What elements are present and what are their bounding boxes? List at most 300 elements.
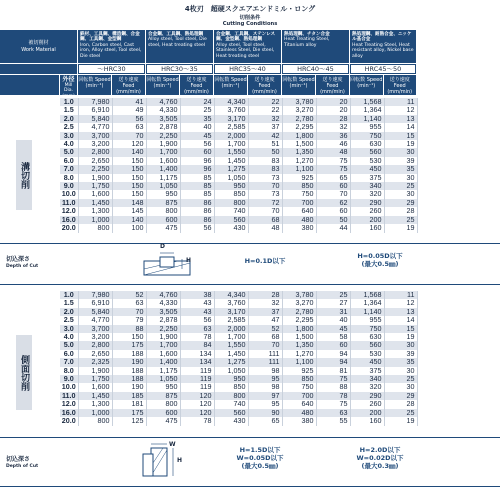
speed-cell: 7,980 bbox=[78, 291, 112, 299]
feed-cell: 43 bbox=[180, 299, 214, 307]
header-spacer-2 bbox=[0, 75, 59, 95]
feed-cell: 100 bbox=[112, 224, 146, 232]
speed-cell: 1,600 bbox=[146, 350, 180, 358]
speed-cell: 380 bbox=[282, 224, 316, 232]
feed-cell: 90 bbox=[248, 409, 282, 417]
material-jp: 熱処理鋼、チタン合金 bbox=[284, 32, 330, 37]
speed-cell: 1,275 bbox=[214, 358, 248, 366]
speed-cell: 1,175 bbox=[146, 174, 180, 182]
feed-cell: 120 bbox=[180, 409, 214, 417]
speed-cell: 1,500 bbox=[282, 140, 316, 148]
speed-cell: 1,140 bbox=[350, 115, 384, 123]
speed-cell: 800 bbox=[214, 199, 248, 207]
speed-cell: 4,760 bbox=[146, 98, 180, 106]
material-header-3 bbox=[214, 30, 281, 63]
feed-cell: 111 bbox=[248, 358, 282, 366]
speed-cell: 2,878 bbox=[146, 316, 180, 324]
feed-cell: 81 bbox=[316, 367, 350, 375]
speed-cell: 2,295 bbox=[282, 123, 316, 131]
speed-cell: 740 bbox=[214, 400, 248, 408]
mill-dia-cell: 20.0 bbox=[60, 417, 78, 425]
feed-cell: 150 bbox=[112, 165, 146, 173]
dia-label bbox=[60, 75, 77, 99]
feed-cell: 56 bbox=[180, 224, 214, 232]
speed-cell: 530 bbox=[350, 350, 384, 358]
speed-cell: 1,900 bbox=[78, 174, 112, 182]
speed-cell: 340 bbox=[350, 375, 384, 383]
speed-cell: 875 bbox=[146, 392, 180, 400]
feed-cell: 37 bbox=[248, 308, 282, 316]
speed-cell: 1,364 bbox=[350, 299, 384, 307]
feed-cell: 56 bbox=[180, 316, 214, 324]
speed-cell: 1,750 bbox=[78, 182, 112, 190]
feed-cell: 38 bbox=[180, 291, 214, 299]
table-row bbox=[60, 106, 417, 114]
feed-cell: 85 bbox=[180, 190, 214, 198]
material-en: Alloy steel, Tool steel, Stainless Steel, Die steel, Heat treating steel bbox=[216, 42, 275, 59]
speed-cell: 160 bbox=[350, 417, 384, 425]
material-header-2 bbox=[146, 30, 213, 63]
speed-cell: 1,270 bbox=[282, 157, 316, 165]
speed-cell: 3,270 bbox=[282, 299, 316, 307]
mill-dia-cell: 1.5 bbox=[60, 299, 78, 307]
speed-cell: 4,340 bbox=[214, 291, 248, 299]
speed-cell: 800 bbox=[78, 417, 112, 425]
table-row bbox=[60, 358, 417, 366]
feed-cell: 96 bbox=[180, 165, 214, 173]
mill-dia-cell: 11.0 bbox=[60, 199, 78, 207]
feed-cell: 94 bbox=[316, 350, 350, 358]
feed-cell: 119 bbox=[180, 383, 214, 391]
feed-cell: 13 bbox=[384, 308, 417, 316]
work-material-jp: 被切削材 bbox=[28, 40, 49, 46]
speed-cell: 1,450 bbox=[214, 157, 248, 165]
table-row bbox=[60, 216, 417, 224]
speed-cell: 560 bbox=[350, 341, 384, 349]
speed-cell: 630 bbox=[350, 140, 384, 148]
feed-cell: 190 bbox=[112, 383, 146, 391]
speed-cell: 750 bbox=[282, 383, 316, 391]
material-en: Iron, Carbon steel, Cast iron, Alloy steel, Tool steel, Die steel bbox=[80, 42, 142, 59]
side-depth-diagram bbox=[135, 440, 195, 484]
feed-cell: 78 bbox=[180, 333, 214, 341]
feed-cell: 12 bbox=[384, 106, 417, 114]
mill-dia-cell: 20.0 bbox=[60, 224, 78, 232]
speed-cell: 1,275 bbox=[214, 165, 248, 173]
feed-cell: 51 bbox=[248, 140, 282, 148]
mill-dia-cell: 2.5 bbox=[60, 316, 78, 324]
mill-dia-cell: 16.0 bbox=[60, 409, 78, 417]
speed-cell: 2,000 bbox=[214, 132, 248, 140]
groove-depth-diagram bbox=[138, 247, 198, 281]
speed-cell: 1,050 bbox=[146, 375, 180, 383]
table-row bbox=[60, 199, 417, 207]
speed-cell: 800 bbox=[78, 224, 112, 232]
feed-cell: 11 bbox=[384, 98, 417, 106]
table-row bbox=[60, 400, 417, 408]
speed-cell: 1,050 bbox=[214, 367, 248, 375]
feed-cell: 150 bbox=[112, 182, 146, 190]
speed-cell: 3,200 bbox=[78, 333, 112, 341]
feed-cell: 19 bbox=[384, 333, 417, 341]
side-note-2c: (最大0.3㎜) bbox=[361, 462, 399, 470]
speed-cell: 1,500 bbox=[282, 333, 316, 341]
feed-cell: 35 bbox=[384, 165, 417, 173]
feed-cell: 32 bbox=[316, 123, 350, 131]
feed-cell: 25 bbox=[384, 409, 417, 417]
feed-cell: 150 bbox=[112, 333, 146, 341]
speed-cell: 1,800 bbox=[282, 325, 316, 333]
speed-header-2: 回転数 Speed (min⁻¹) bbox=[146, 75, 179, 95]
speed-cell: 2,800 bbox=[78, 148, 112, 156]
feed-cell: 19 bbox=[384, 417, 417, 425]
speed-cell: 7,980 bbox=[78, 98, 112, 106]
mill-dia-cell: 5.0 bbox=[60, 341, 78, 349]
feed-cell: 48 bbox=[316, 148, 350, 156]
feed-cell: 60 bbox=[316, 207, 350, 215]
feed-cell: 60 bbox=[180, 148, 214, 156]
feed-cell: 40 bbox=[180, 123, 214, 131]
groove-depth-en: Depth of Cut bbox=[6, 264, 39, 269]
table-row bbox=[60, 409, 417, 417]
groove-depth-label bbox=[6, 256, 38, 270]
speed-cell: 1,800 bbox=[282, 132, 316, 140]
feed-cell: 140 bbox=[112, 216, 146, 224]
speed-cell: 800 bbox=[214, 392, 248, 400]
side-depth-area bbox=[0, 437, 500, 487]
feed-cell: 30 bbox=[384, 190, 417, 198]
speed-cell: 4,760 bbox=[146, 291, 180, 299]
table-row bbox=[60, 140, 417, 148]
groove-note-1: H=0.1D以下 bbox=[244, 257, 286, 265]
speed-cell: 4,330 bbox=[146, 299, 180, 307]
mill-dia-cell: 16.0 bbox=[60, 216, 78, 224]
feed-cell: 43 bbox=[180, 308, 214, 316]
feed-cell: 25 bbox=[384, 182, 417, 190]
speed-cell: 2,650 bbox=[78, 350, 112, 358]
material-header-4 bbox=[282, 30, 349, 63]
speed-cell: 1,364 bbox=[350, 106, 384, 114]
hrc-range-4: HRC40～45 bbox=[282, 64, 349, 74]
speed-cell: 3,505 bbox=[146, 308, 180, 316]
feed-cell: 28 bbox=[248, 291, 282, 299]
speed-cell: 2,650 bbox=[78, 157, 112, 165]
feed-cell: 150 bbox=[112, 190, 146, 198]
speed-cell: 1,900 bbox=[146, 140, 180, 148]
feed-cell: 49 bbox=[112, 106, 146, 114]
feed-cell: 63 bbox=[316, 409, 350, 417]
speed-cell: 560 bbox=[214, 409, 248, 417]
feed-cell: 52 bbox=[248, 325, 282, 333]
mill-dia-cell: 10.0 bbox=[60, 190, 78, 198]
side-note-1b: W=0.05D以下 bbox=[236, 454, 284, 462]
feed-cell: 88 bbox=[316, 383, 350, 391]
speed-cell: 430 bbox=[214, 417, 248, 425]
speed-cell: 1,600 bbox=[78, 190, 112, 198]
side-w-label: W bbox=[169, 441, 176, 448]
feed-cell: 62 bbox=[316, 199, 350, 207]
speed-cell: 1,900 bbox=[146, 333, 180, 341]
feed-cell: 70 bbox=[112, 132, 146, 140]
feed-cell: 25 bbox=[384, 216, 417, 224]
speed-cell: 320 bbox=[350, 383, 384, 391]
mill-dia-cell: 4.0 bbox=[60, 140, 78, 148]
feed-cell: 95 bbox=[248, 400, 282, 408]
feed-cell: 14 bbox=[384, 316, 417, 324]
side-depth-label bbox=[6, 456, 38, 470]
feed-cell: 98 bbox=[248, 367, 282, 375]
feed-cell: 15 bbox=[384, 325, 417, 333]
speed-cell: 1,600 bbox=[78, 383, 112, 391]
feed-cell: 60 bbox=[316, 182, 350, 190]
feed-cell: 28 bbox=[316, 115, 350, 123]
speed-cell: 950 bbox=[214, 375, 248, 383]
table-row bbox=[60, 417, 417, 425]
feed-cell: 65 bbox=[248, 417, 282, 425]
mill-dia-cell: 12.0 bbox=[60, 400, 78, 408]
feed-cell: 72 bbox=[248, 199, 282, 207]
speed-header-5: 回転数 Speed (min⁻¹) bbox=[350, 75, 383, 95]
speed-cell: 1,140 bbox=[350, 308, 384, 316]
feed-cell: 29 bbox=[384, 392, 417, 400]
speed-cell: 1,900 bbox=[78, 367, 112, 375]
mill-dia-cell: 5.0 bbox=[60, 148, 78, 156]
material-en: Heat Treating Steel, Titanium alloy bbox=[284, 37, 330, 48]
speed-cell: 200 bbox=[350, 216, 384, 224]
speed-cell: 1,450 bbox=[78, 199, 112, 207]
speed-cell: 600 bbox=[146, 216, 180, 224]
speed-cell: 750 bbox=[350, 132, 384, 140]
groove-h-label: H bbox=[186, 257, 192, 264]
speed-cell: 1,750 bbox=[78, 375, 112, 383]
groove-cutting-table bbox=[60, 98, 418, 233]
speed-cell: 5,840 bbox=[78, 308, 112, 316]
speed-cell: 160 bbox=[350, 224, 384, 232]
feed-cell: 40 bbox=[316, 316, 350, 324]
speed-cell: 2,295 bbox=[282, 316, 316, 324]
feed-cell: 47 bbox=[248, 316, 282, 324]
feed-cell: 84 bbox=[180, 341, 214, 349]
table-row bbox=[60, 299, 417, 307]
speed-cell: 3,780 bbox=[282, 291, 316, 299]
speed-header-1: 回転数 Speed (min⁻¹) bbox=[78, 75, 111, 95]
feed-cell: 181 bbox=[112, 400, 146, 408]
side-depth-en: Depth of Cut bbox=[6, 464, 39, 469]
speed-cell: 925 bbox=[282, 367, 316, 375]
speed-cell: 630 bbox=[350, 333, 384, 341]
material-jp: 合金鋼、工具鋼、ステンレス鋼、金型鋼、熱処理鋼 bbox=[216, 32, 276, 43]
speed-cell: 5,840 bbox=[78, 115, 112, 123]
feed-cell: 73 bbox=[248, 174, 282, 182]
speed-cell: 320 bbox=[350, 190, 384, 198]
feed-cell: 85 bbox=[180, 174, 214, 182]
speed-cell: 1,568 bbox=[350, 291, 384, 299]
feed-cell: 175 bbox=[112, 409, 146, 417]
mill-dia-cell: 1.0 bbox=[60, 291, 78, 299]
speed-cell: 3,505 bbox=[146, 115, 180, 123]
feed-cell: 25 bbox=[316, 291, 350, 299]
feed-cell: 86 bbox=[180, 199, 214, 207]
feed-cell: 120 bbox=[180, 392, 214, 400]
feed-cell: 28 bbox=[384, 400, 417, 408]
feed-cell: 22 bbox=[248, 106, 282, 114]
side-cutting-table bbox=[60, 291, 418, 426]
speed-cell: 290 bbox=[350, 392, 384, 400]
speed-cell: 2,000 bbox=[214, 325, 248, 333]
speed-cell: 260 bbox=[350, 207, 384, 215]
feed-cell: 55 bbox=[316, 417, 350, 425]
speed-cell: 4,770 bbox=[78, 123, 112, 131]
table-row bbox=[60, 207, 417, 215]
feed-cell: 150 bbox=[112, 157, 146, 165]
feed-cell: 58 bbox=[316, 333, 350, 341]
speed-cell: 4,340 bbox=[214, 98, 248, 106]
table-row bbox=[60, 291, 417, 299]
speed-cell: 2,585 bbox=[214, 123, 248, 131]
feed-cell: 75 bbox=[316, 165, 350, 173]
feed-cell: 85 bbox=[180, 182, 214, 190]
speed-cell: 925 bbox=[282, 174, 316, 182]
table-row bbox=[60, 182, 417, 190]
mill-dia-cell: 2.0 bbox=[60, 308, 78, 316]
page-title: 4枚刃 超硬スクエアエンドミル・ロング bbox=[184, 5, 316, 13]
side-note-1c: (最大0.5㎜) bbox=[241, 462, 279, 470]
feed-cell: 75 bbox=[316, 157, 350, 165]
speed-cell: 2,780 bbox=[282, 115, 316, 123]
table-row bbox=[60, 350, 417, 358]
feed-cell: 56 bbox=[112, 115, 146, 123]
feed-cell: 37 bbox=[248, 123, 282, 131]
speed-cell: 6,910 bbox=[78, 106, 112, 114]
dia-label-jp: 外径 bbox=[62, 76, 75, 83]
mill-dia-cell: 11.0 bbox=[60, 392, 78, 400]
speed-cell: 2,878 bbox=[146, 123, 180, 131]
feed-cell: 30 bbox=[384, 341, 417, 349]
feed-cell: 63 bbox=[112, 123, 146, 131]
table-row bbox=[60, 333, 417, 341]
feed-cell: 68 bbox=[248, 333, 282, 341]
feed-cell: 70 bbox=[248, 182, 282, 190]
side-note-1 bbox=[220, 446, 300, 470]
speed-cell: 950 bbox=[214, 182, 248, 190]
table-row bbox=[60, 224, 417, 232]
feed-header-4: 送り速度 Feed (mm/min) bbox=[316, 75, 349, 95]
speed-cell: 475 bbox=[146, 224, 180, 232]
groove-note-2b: (最大0.5㎜) bbox=[361, 260, 399, 268]
speed-cell: 1,300 bbox=[78, 400, 112, 408]
material-jp: 合金鋼、工具鋼、熱処理鋼 bbox=[148, 32, 204, 37]
feed-cell: 78 bbox=[316, 392, 350, 400]
speed-cell: 800 bbox=[146, 207, 180, 215]
feed-cell: 20 bbox=[316, 98, 350, 106]
speed-cell: 560 bbox=[350, 148, 384, 156]
speed-cell: 1,050 bbox=[146, 182, 180, 190]
feed-cell: 15 bbox=[384, 132, 417, 140]
speed-cell: 2,325 bbox=[78, 358, 112, 366]
speed-cell: 1,175 bbox=[146, 367, 180, 375]
side-depth-jp: 切込深さ bbox=[6, 456, 31, 463]
groove-d-label: D bbox=[160, 243, 165, 250]
feed-cell: 30 bbox=[384, 367, 417, 375]
feed-header-3: 送り速度 Feed (mm/min) bbox=[248, 75, 281, 95]
feed-cell: 73 bbox=[248, 190, 282, 198]
feed-cell: 75 bbox=[316, 375, 350, 383]
feed-cell: 32 bbox=[248, 299, 282, 307]
feed-cell: 145 bbox=[112, 207, 146, 215]
mill-dia-cell: 7.0 bbox=[60, 165, 78, 173]
feed-cell: 28 bbox=[384, 207, 417, 215]
feed-cell: 41 bbox=[112, 98, 146, 106]
table-row bbox=[60, 308, 417, 316]
table-row bbox=[60, 367, 417, 375]
speed-cell: 740 bbox=[214, 207, 248, 215]
speed-cell: 375 bbox=[350, 367, 384, 375]
side-note-1a: H=1.5D以下 bbox=[239, 446, 281, 454]
speed-header-4: 回転数 Speed (min⁻¹) bbox=[282, 75, 315, 95]
speed-cell: 1,700 bbox=[146, 148, 180, 156]
speed-cell: 1,000 bbox=[78, 216, 112, 224]
feed-cell: 11 bbox=[384, 291, 417, 299]
feed-cell: 140 bbox=[112, 148, 146, 156]
side-note-2b: W=0.02D以下 bbox=[356, 454, 404, 462]
speed-cell: 1,100 bbox=[282, 358, 316, 366]
feed-cell: 188 bbox=[112, 350, 146, 358]
feed-cell: 175 bbox=[112, 341, 146, 349]
speed-header-3: 回転数 Speed (min⁻¹) bbox=[214, 75, 247, 95]
feed-cell: 25 bbox=[180, 106, 214, 114]
side-note-2 bbox=[340, 446, 420, 470]
feed-cell: 35 bbox=[384, 358, 417, 366]
mill-dia-cell: 9.0 bbox=[60, 182, 78, 190]
speed-cell: 1,700 bbox=[214, 333, 248, 341]
mill-dia-cell: 1.5 bbox=[60, 106, 78, 114]
mill-dia-cell: 3.0 bbox=[60, 132, 78, 140]
feed-cell: 68 bbox=[248, 216, 282, 224]
speed-cell: 1,700 bbox=[146, 341, 180, 349]
table-row bbox=[60, 375, 417, 383]
feed-cell: 29 bbox=[384, 199, 417, 207]
feed-cell: 50 bbox=[316, 216, 350, 224]
mill-dia-cell: 7.0 bbox=[60, 358, 78, 366]
speed-cell: 750 bbox=[350, 325, 384, 333]
speed-cell: 950 bbox=[146, 383, 180, 391]
speed-cell: 200 bbox=[350, 409, 384, 417]
mill-dia-cell: 9.0 bbox=[60, 375, 78, 383]
feed-cell: 88 bbox=[112, 325, 146, 333]
speed-cell: 380 bbox=[282, 417, 316, 425]
feed-cell: 97 bbox=[248, 392, 282, 400]
mill-dia-cell: 2.0 bbox=[60, 115, 78, 123]
speed-cell: 2,250 bbox=[146, 132, 180, 140]
feed-cell: 63 bbox=[112, 299, 146, 307]
material-header-1 bbox=[78, 30, 145, 63]
speed-cell: 640 bbox=[282, 207, 316, 215]
speed-cell: 850 bbox=[214, 383, 248, 391]
feed-cell: 148 bbox=[112, 199, 146, 207]
feed-cell: 56 bbox=[180, 140, 214, 148]
feed-cell: 31 bbox=[316, 308, 350, 316]
speed-cell: 3,270 bbox=[282, 106, 316, 114]
hrc-range-1: ～HRC30 bbox=[78, 64, 145, 74]
speed-cell: 1,100 bbox=[282, 165, 316, 173]
material-en: Heat Treating Steel, Heat resistant alloy, Nickel base alloy bbox=[352, 42, 414, 59]
speed-cell: 1,400 bbox=[146, 358, 180, 366]
speed-cell: 850 bbox=[214, 190, 248, 198]
feed-cell: 35 bbox=[180, 115, 214, 123]
feed-cell: 94 bbox=[316, 358, 350, 366]
feed-cell: 119 bbox=[180, 375, 214, 383]
speed-cell: 4,770 bbox=[78, 316, 112, 324]
